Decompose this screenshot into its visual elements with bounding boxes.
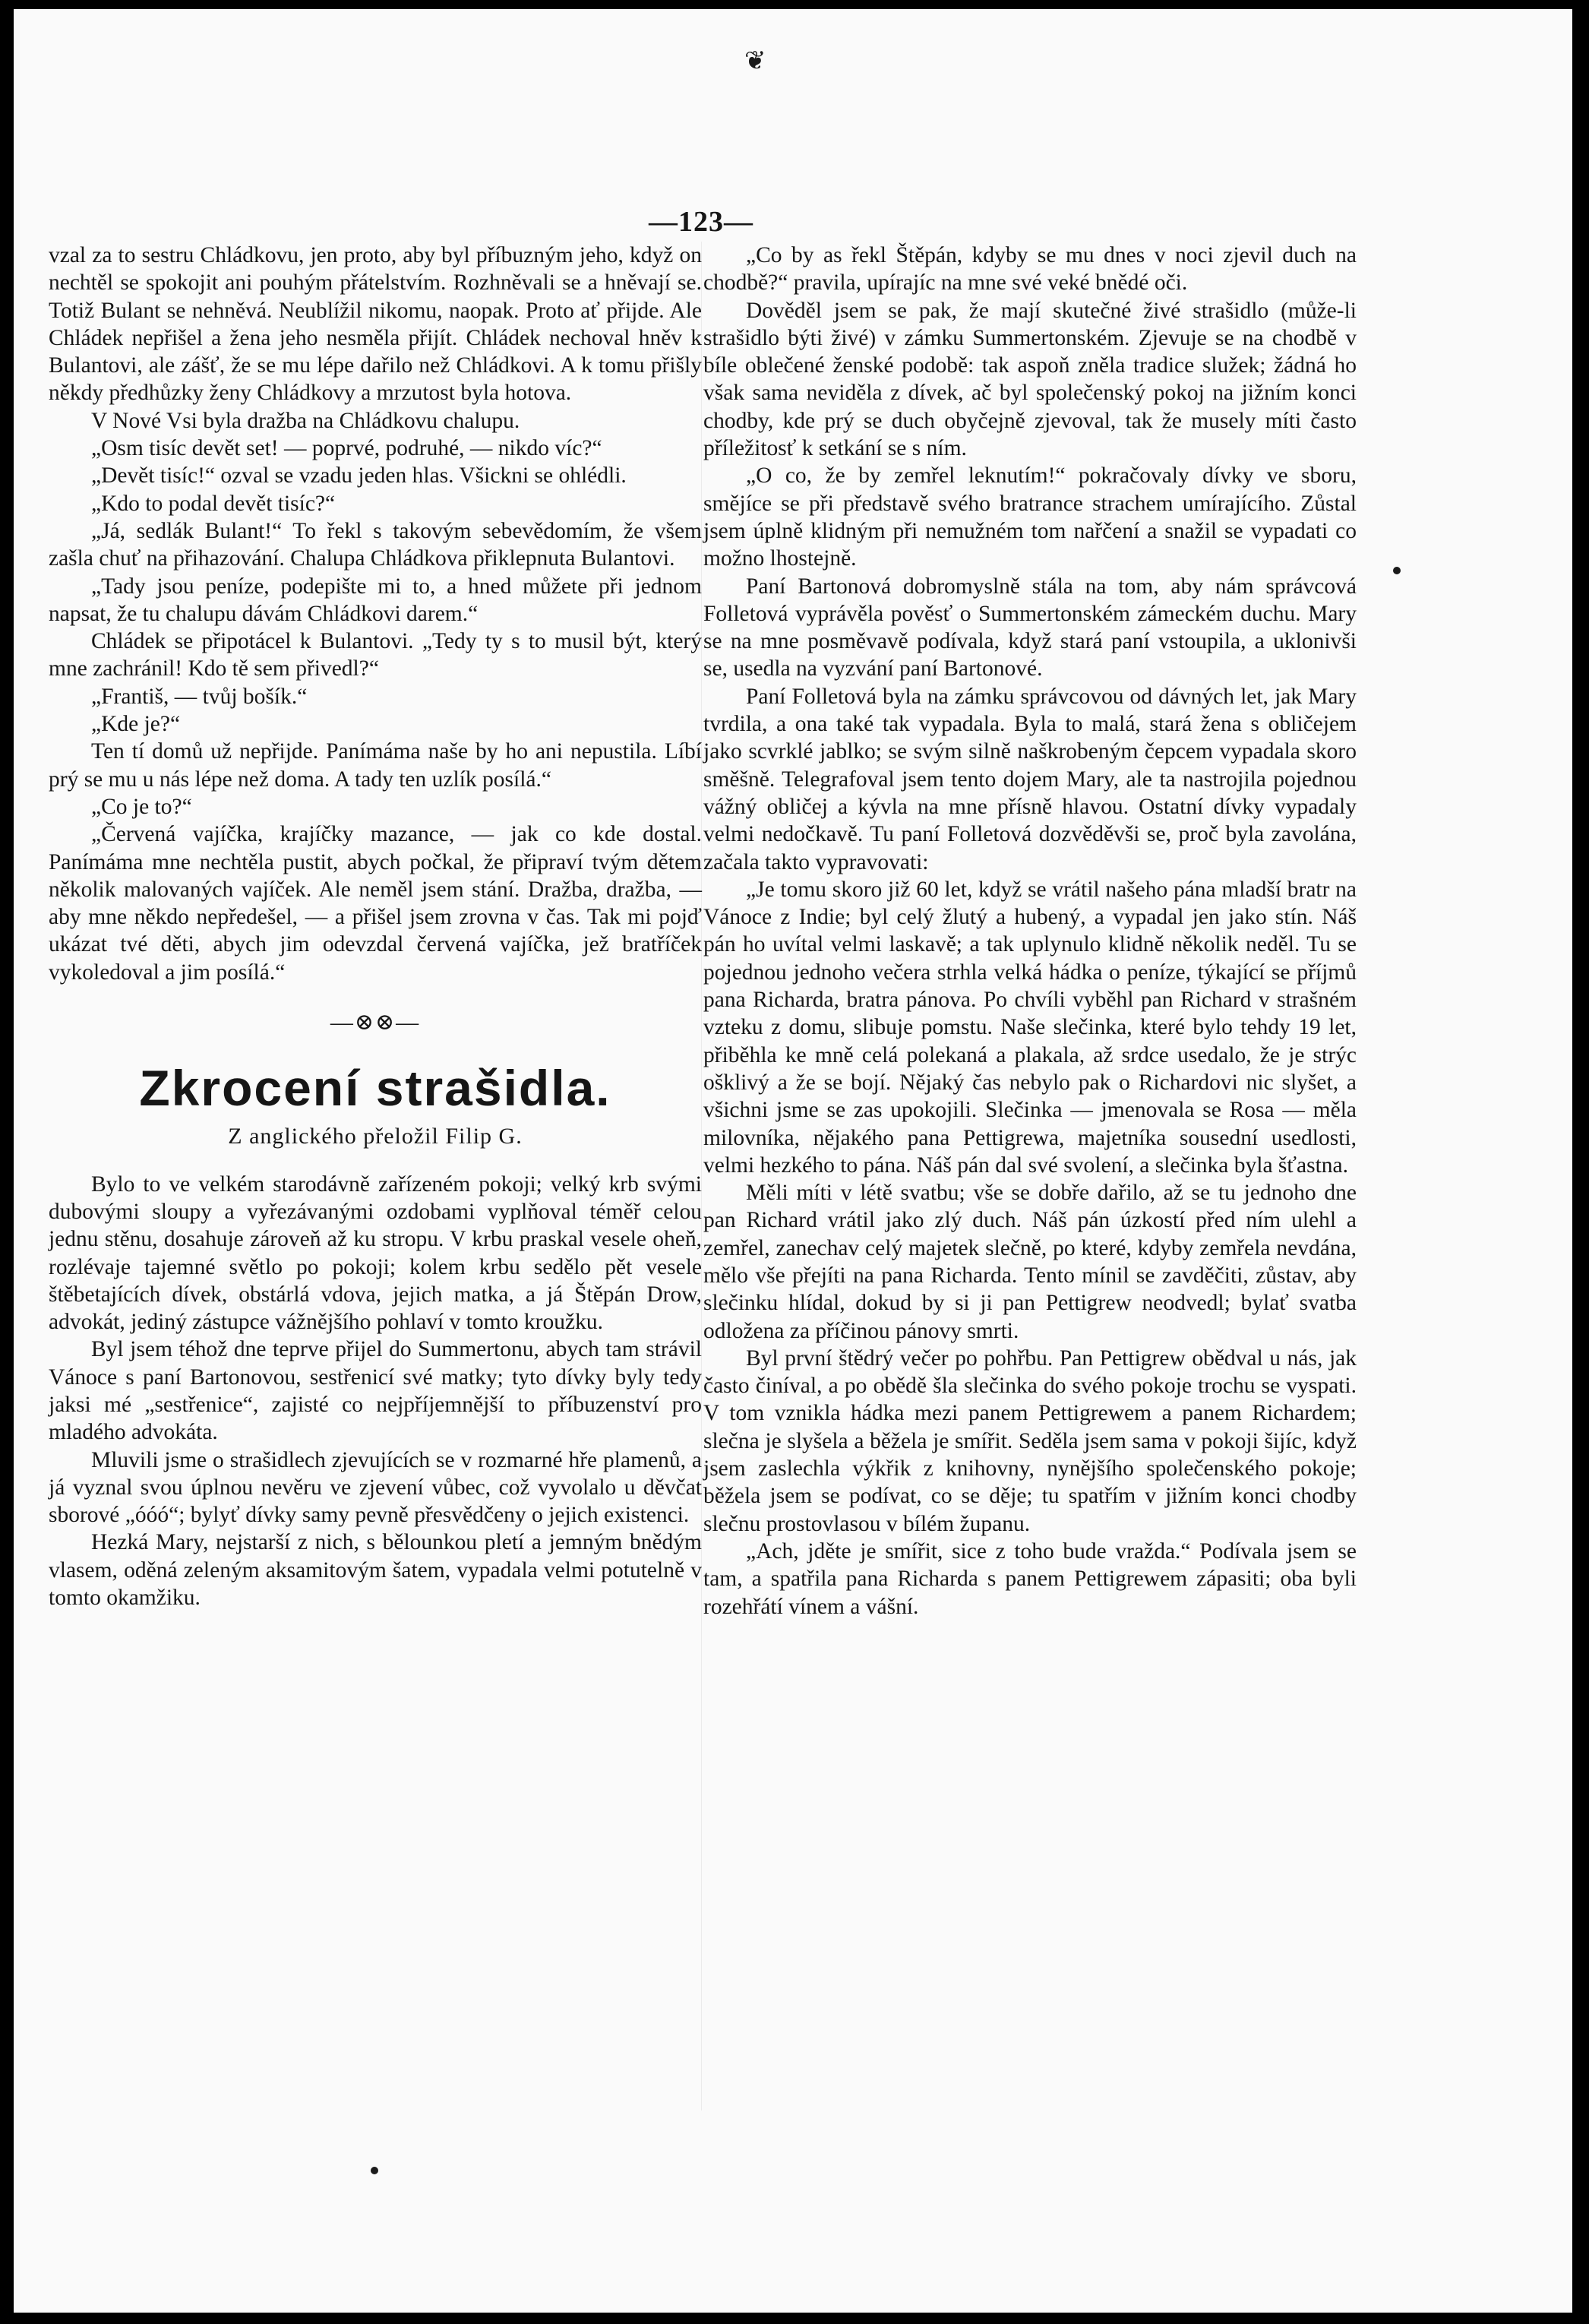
paragraph: „Osm tisíc devět set! — poprvé, podruhé, — nikdo víc?“ (91, 436, 602, 461)
story-title: Zkrocení strašidla. (139, 1060, 611, 1117)
paragraph: „Kdo to podal devět tisíc?“ (91, 491, 336, 516)
section-divider: —⊗⊗— (330, 1010, 421, 1036)
paragraph: „Červená vajíčka, krajíčky mazance, — jak co kde dostal. Panímáma mne nechtěla pustit, abych počkal, že připraví tvým dětem několik malovaných vajíček. Ale neměl jsem stání. Dražba, dražba, — aby mne někdo nepředešel, — a přišel jsem zrovna v čas. Tak mi pojď ukázat tvé děti, abych jim odevzdal červená vajíčka, jež bratříček vykoledoval a jim posílá.“ (49, 822, 702, 985)
paragraph: V Nové Vsi byla dražba na Chládkovu chalupu. (91, 408, 520, 433)
paragraph: „Co by as řekl Štěpán, kdyby se mu dnes v noci zjevil duch na chodbě?“ pravila, upírajíc na mne své veké bnědé oči. (703, 243, 1357, 296)
paragraph: vzal za to sestru Chládkovu, jen proto, aby byl příbuzným jeho, když on nechtěl se spokojit ani pouhým přátelstvím. Rozhněvali se a hněvají se. Totiž Bulant se nehněvá. Neublížil nikomu, naopak. Proto ať přijde. Ale Chládek nepřišel a žena jeho nesměla přijít. Chládek nechoval hněv k Bulantovi, ale zášť, že se mu lépe dařilo než Chládkovi. A k tomu přišly někdy předhůzky ženy Chládkovy a mrzutost byla hotova. (49, 243, 702, 406)
paragraph: Paní Folletová byla na zámku správcovou od dávných let, jak Mary tvrdila, a ona také tak vypadala. Byla to malá, stará žena s obličejem jako scvrklé jablko; se svým silně naškrobeným čepcem vypadala skoro směšně. Telegrafoval jsem tento dojem Mary, ale ta nastrojila pojednou vážný obličej a kývla na mne přísně hlavou. Ostatní dívky vypadaly velmi nedočkavě. Tu paní Folletová dozvěděvši se, proč byla zavolána, začala takto vypravovati: (703, 684, 1357, 874)
paragraph: „Je tomu skoro již 60 let, když se vrátil našeho pána mladší bratr na Vánoce z Indie; byl celý žlutý a hubený, a vypadal jen jako stín. Náš pán ho uvítal velmi laskavě; a tak uplynulo klidně několik neděl. Tu se pojednou jednoho večera strhla velká hádka o peníze, týkající se příjmů pana Richarda, bratra pánova. Po chvíli vyběhl pan Richard v strašném vzteku z domu, slibuje pomstu. Naše slečinka, které bylo tehdy 19 let, přiběhla ke mně celá polekaná a plakala, až srdce usedalo, že je strýc ošklivý a že se bojí. Nějaký čas nebylo pak o Richardovi nic slyšet, a všichni jsme se zas upokojili. Slečinka — jmenovala se Rosa — měla milovníka, nějakého pana Pettigrewa, majetníka sousední usedlosti, velmi hezkého to pána. Náš pán dal své svolení, a slečinka byla šťastna. (703, 877, 1357, 1178)
newspaper-page (14, 9, 1572, 2313)
paragraph: Chládek se připotácel k Bulantovi. „Tedy ty s to musil být, který mne zachránil! Kdo tě sem přivedl?“ (49, 629, 702, 681)
translator-byline: Z anglického přeložil Filip G. (228, 1124, 523, 1149)
paragraph: „Františ, — tvůj bošík.“ (91, 684, 308, 709)
paragraph: Hezká Mary, nejstarší z nich, s bělounkou pletí a jemným bnědým vlasem, oděná zeleným aksamitovým šatem, vypadala velmi potutelně v tomto okamžiku. (49, 1530, 702, 1611)
paragraph: „O co, že by zemřel leknutím!“ pokračovaly dívky ve sboru, smějíce se při představě svého bratrance strachem umírajícího. Zůstal jsem úplně klidným při nemužném tom nařčení a snažil se vypadati co možno lhostejně. (703, 463, 1357, 571)
paragraph: Ten tí domů už nepřijde. Panímáma naše by ho ani nepustila. Líbí prý se mu u nás lépe než doma. A tady ten uzlík posílá.“ (49, 739, 702, 792)
paragraph: Bylo to ve velkém starodávně zařízeném pokoji; velký krb svými dubovými sloupy a vyřezávanými ozdobami vyplňoval téměř celou jednu stěnu, dosahuje zároveň až ku stropu. V krbu praskal vesele oheň, rozlévaje tajemné světlo po pokoji; kolem krbu sedělo pět vesele štěbetajících dívek, obstárlá vdova, jejich matka, a já Štěpán Drow, advokát, jediný zástupce vážnějšího pohlaví v tomto kroužku. (49, 1171, 702, 1335)
paragraph: Byl jsem téhož dne teprve přijel do Summertonu, abych tam strávil Vánoce s paní Bartonovou, sestřenicí své matky; tyto dívky byly tedy jaksi mé „sestřenice“, zajisté co nejpříjemnější to příbuzenství pro mladého advokáta. (49, 1337, 702, 1445)
right-column (703, 242, 1357, 1620)
paragraph: „Já, sedlák Bulant!“ To řekl s takovým sebevědomím, že všem zašla chuť na přihazování. Chalupa Chládkova přiklepnuta Bulantovi. (49, 518, 702, 571)
paragraph: „Devět tisíc!“ ozval se vzadu jeden hlas. Všickni se ohlédli. (91, 463, 627, 489)
page-number: —123— (649, 206, 753, 238)
paragraph: Dověděl jsem se pak, že mají skutečné živé strašidlo (může-li strašidlo býti živé) v zámku Summertonském. Zjevuje se na chodbě v bíle oblečené ženské podobě: tak aspoň zněla tradice služek; žádná ho však sama neviděla z dívek, ač byl společenský pokoj na jižním konci chodby, kde prý se duch obyčejně zjevoval, tak že musely míti často příležitosť k setkání se s ním. (703, 298, 1357, 461)
paragraph: „Kde je?“ (91, 712, 181, 737)
paragraph: Paní Bartonová dobromyslně stála na tom, aby nám správcová Folletová vyprávěla pověsť o Summertonském zámeckém duchu. Mary se na mne posměvavě podívala, když stará paní vstoupila, a uklonivši se, usedla na vyzvání paní Bartonové. (703, 574, 1357, 681)
paragraph: Mluvili jsme o strašidlech zjevujících se v rozmarné hře plamenů, a já vyznal svou úplnou nevěru ve zjevení vůbec, což vyvolalo u děvčat sborové „óóó“; bylyť dívky samy pevně přesvědčeny o jejich existenci. (49, 1447, 702, 1528)
left-column (49, 242, 702, 1611)
paragraph: „Co je to?“ (91, 794, 192, 819)
ink-blot-mark: ❦ (744, 47, 766, 75)
paragraph: Byl první štědrý večer po pohřbu. Pan Pettigrew obědval u nás, jak často činíval, a po obědě šla slečinka do svého pokoje trochu se vyspati. V tom vznikla hádka mezi panem Pettigrewem a panem Richardem; slečna je slyšela a běžela je smířit. Seděla jsem sama v pokoji šijíc, když jsem zaslechla výkřik z knihovny, nynějšího společenského pokoje; běžela jsem se podívat, co se děje; tu spatřím v jižním konci chodby slečnu prostovlasou v bílém županu. (703, 1345, 1357, 1536)
paragraph: „Ach, jděte je smířit, sice z toho bude vražda.“ Podívala jsem se tam, a spatřila pana Richarda s panem Pettigrewem zápasiti; oba byli rozehřátí vínem a vášní. (703, 1538, 1357, 1619)
paragraph: Měli míti v létě svatbu; vše se dobře dařilo, až se tu jednoho dne pan Richard vrátil jako zlý duch. Náš pán úzkostí před ním ulehl a zemřel, zanechav celý majetek slečně, po které, kdyby zemřela nevdána, mělo vše přejíti na pana Richarda. Tento mínil se zavděčiti, zůstav, aby slečinku hlídal, dokud by si ji pan Pettigrew neodvedl; bylať svatba odložena za příčinou pánovy smrti. (703, 1181, 1357, 1343)
margin-dot (1393, 567, 1401, 574)
paragraph: „Tady jsou peníze, podepište mi to, a hned můžete při jednom napsat, že tu chalupu dávám Chládkovi darem.“ (49, 574, 702, 626)
margin-dot (371, 2167, 378, 2174)
